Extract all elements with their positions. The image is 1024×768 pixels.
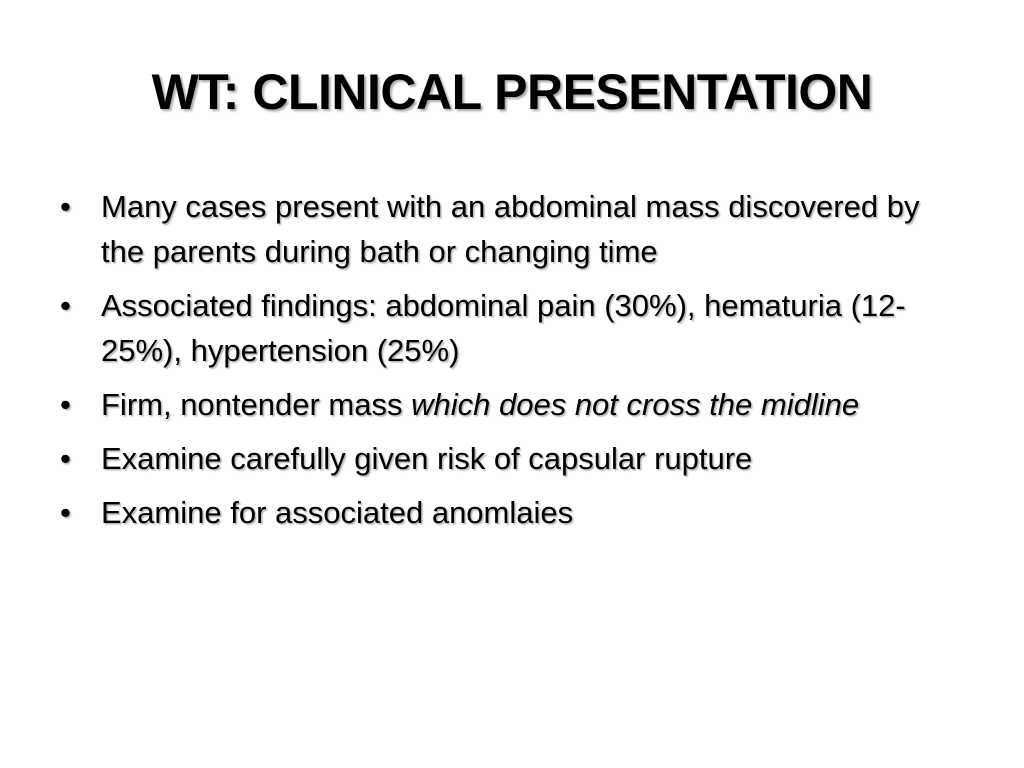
bullet-text: Firm, nontender mass — [101, 387, 412, 422]
bullet-item — [60, 382, 960, 427]
bullet-item — [60, 283, 960, 373]
bullet-icon: • — [60, 288, 71, 323]
bullet-text: Examine carefully given risk of capsular rupture — [101, 441, 753, 476]
bullet-item — [60, 184, 960, 274]
bullet-icon: • — [60, 495, 71, 530]
bullet-icon: • — [60, 189, 71, 224]
bullet-item — [60, 436, 960, 481]
bullet-text: Examine for associated anomlaies — [101, 495, 574, 530]
bullet-text: Associated findings: abdominal pain (30%), hematuria (12-25%), hypertension (25%) — [101, 288, 906, 368]
bullet-emphasis-text: which does not cross the midline — [411, 387, 860, 422]
bullet-icon: • — [60, 441, 71, 476]
bullet-icon: • — [60, 387, 71, 422]
bullet-list — [60, 184, 960, 544]
bullet-item — [60, 490, 960, 535]
slide-title: WT: CLINICAL PRESENTATION — [151, 64, 873, 120]
bullet-text: Many cases present with an abdominal mass discovered by the parents during bath or changing time — [101, 189, 920, 269]
